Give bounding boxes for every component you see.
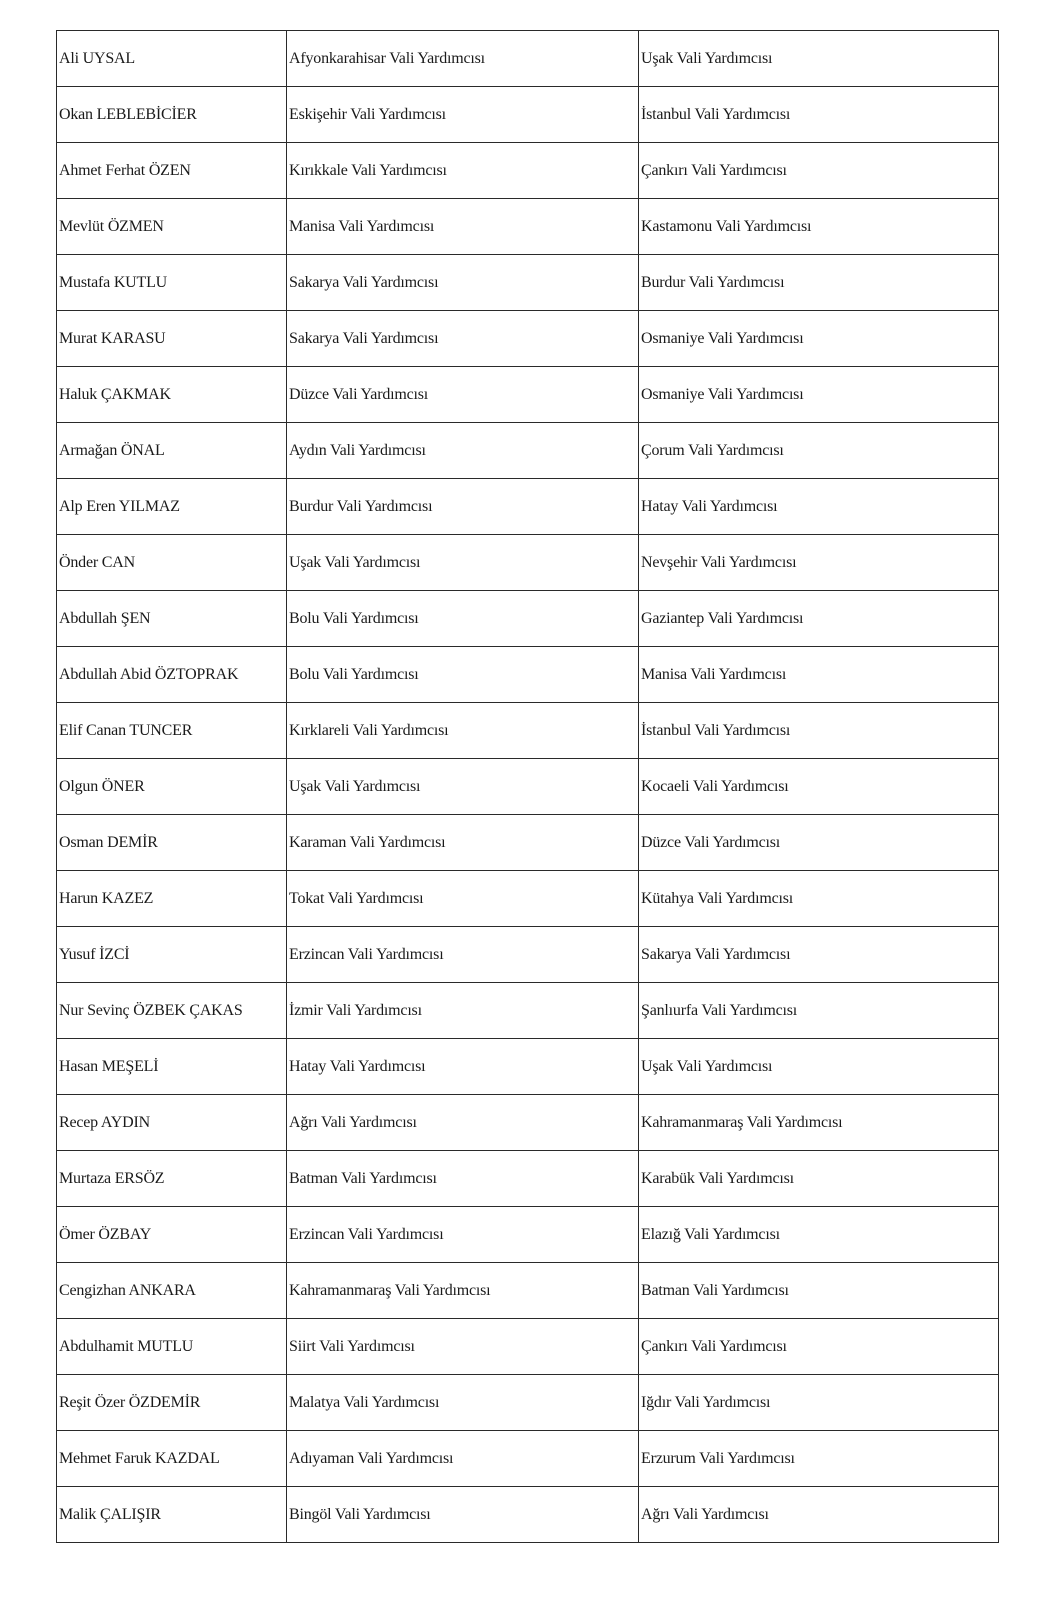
person-name: Murat KARASU bbox=[57, 311, 287, 367]
person-name: Abdulhamit MUTLU bbox=[57, 1319, 287, 1375]
table-row bbox=[57, 703, 999, 759]
table-row bbox=[57, 479, 999, 535]
person-name: Olgun ÖNER bbox=[57, 759, 287, 815]
new-post: Şanlıurfa Vali Yardımcısı bbox=[639, 983, 999, 1039]
current-post: Manisa Vali Yardımcısı bbox=[287, 199, 639, 255]
assignment-table-body bbox=[57, 31, 999, 1543]
person-name: Harun KAZEZ bbox=[57, 871, 287, 927]
new-post: Iğdır Vali Yardımcısı bbox=[639, 1375, 999, 1431]
new-post: Çorum Vali Yardımcısı bbox=[639, 423, 999, 479]
current-post: Erzincan Vali Yardımcısı bbox=[287, 927, 639, 983]
new-post: Osmaniye Vali Yardımcısı bbox=[639, 367, 999, 423]
current-post: Bolu Vali Yardımcısı bbox=[287, 591, 639, 647]
current-post: Batman Vali Yardımcısı bbox=[287, 1151, 639, 1207]
person-name: Haluk ÇAKMAK bbox=[57, 367, 287, 423]
new-post: Çankırı Vali Yardımcısı bbox=[639, 1319, 999, 1375]
current-post: Malatya Vali Yardımcısı bbox=[287, 1375, 639, 1431]
current-post: Siirt Vali Yardımcısı bbox=[287, 1319, 639, 1375]
person-name: Murtaza ERSÖZ bbox=[57, 1151, 287, 1207]
person-name: Ahmet Ferhat ÖZEN bbox=[57, 143, 287, 199]
person-name: Ömer ÖZBAY bbox=[57, 1207, 287, 1263]
table-row bbox=[57, 815, 999, 871]
current-post: Afyonkarahisar Vali Yardımcısı bbox=[287, 31, 639, 87]
table-row bbox=[57, 1263, 999, 1319]
person-name: Mehmet Faruk KAZDAL bbox=[57, 1431, 287, 1487]
current-post: Erzincan Vali Yardımcısı bbox=[287, 1207, 639, 1263]
current-post: Sakarya Vali Yardımcısı bbox=[287, 311, 639, 367]
new-post: Kocaeli Vali Yardımcısı bbox=[639, 759, 999, 815]
person-name: Hasan MEŞELİ bbox=[57, 1039, 287, 1095]
person-name: Abdullah Abid ÖZTOPRAK bbox=[57, 647, 287, 703]
new-post: Hatay Vali Yardımcısı bbox=[639, 479, 999, 535]
current-post: Düzce Vali Yardımcısı bbox=[287, 367, 639, 423]
current-post: İzmir Vali Yardımcısı bbox=[287, 983, 639, 1039]
person-name: Armağan ÖNAL bbox=[57, 423, 287, 479]
table-row bbox=[57, 311, 999, 367]
current-post: Uşak Vali Yardımcısı bbox=[287, 535, 639, 591]
current-post: Kırklareli Vali Yardımcısı bbox=[287, 703, 639, 759]
new-post: İstanbul Vali Yardımcısı bbox=[639, 703, 999, 759]
current-post: Sakarya Vali Yardımcısı bbox=[287, 255, 639, 311]
current-post: Kahramanmaraş Vali Yardımcısı bbox=[287, 1263, 639, 1319]
table-row bbox=[57, 87, 999, 143]
table-row bbox=[57, 1487, 999, 1543]
new-post: İstanbul Vali Yardımcısı bbox=[639, 87, 999, 143]
current-post: Kırıkkale Vali Yardımcısı bbox=[287, 143, 639, 199]
table-row bbox=[57, 423, 999, 479]
table-row bbox=[57, 1319, 999, 1375]
table-row bbox=[57, 1431, 999, 1487]
person-name: Abdullah ŞEN bbox=[57, 591, 287, 647]
new-post: Kütahya Vali Yardımcısı bbox=[639, 871, 999, 927]
current-post: Bolu Vali Yardımcısı bbox=[287, 647, 639, 703]
current-post: Burdur Vali Yardımcısı bbox=[287, 479, 639, 535]
table-row bbox=[57, 367, 999, 423]
new-post: Karabük Vali Yardımcısı bbox=[639, 1151, 999, 1207]
table-row bbox=[57, 535, 999, 591]
new-post: Batman Vali Yardımcısı bbox=[639, 1263, 999, 1319]
new-post: Manisa Vali Yardımcısı bbox=[639, 647, 999, 703]
current-post: Aydın Vali Yardımcısı bbox=[287, 423, 639, 479]
new-post: Nevşehir Vali Yardımcısı bbox=[639, 535, 999, 591]
person-name: Elif Canan TUNCER bbox=[57, 703, 287, 759]
new-post: Uşak Vali Yardımcısı bbox=[639, 1039, 999, 1095]
new-post: Elazığ Vali Yardımcısı bbox=[639, 1207, 999, 1263]
new-post: Ağrı Vali Yardımcısı bbox=[639, 1487, 999, 1543]
person-name: Cengizhan ANKARA bbox=[57, 1263, 287, 1319]
table-row bbox=[57, 1207, 999, 1263]
table-row bbox=[57, 983, 999, 1039]
table-row bbox=[57, 31, 999, 87]
current-post: Karaman Vali Yardımcısı bbox=[287, 815, 639, 871]
new-post: Düzce Vali Yardımcısı bbox=[639, 815, 999, 871]
current-post: Uşak Vali Yardımcısı bbox=[287, 759, 639, 815]
person-name: Okan LEBLEBİCİER bbox=[57, 87, 287, 143]
current-post: Tokat Vali Yardımcısı bbox=[287, 871, 639, 927]
person-name: Mustafa KUTLU bbox=[57, 255, 287, 311]
person-name: Önder CAN bbox=[57, 535, 287, 591]
person-name: Recep AYDIN bbox=[57, 1095, 287, 1151]
person-name: Ali UYSAL bbox=[57, 31, 287, 87]
table-row bbox=[57, 927, 999, 983]
new-post: Gaziantep Vali Yardımcısı bbox=[639, 591, 999, 647]
person-name: Malik ÇALIŞIR bbox=[57, 1487, 287, 1543]
table-row bbox=[57, 647, 999, 703]
current-post: Bingöl Vali Yardımcısı bbox=[287, 1487, 639, 1543]
new-post: Burdur Vali Yardımcısı bbox=[639, 255, 999, 311]
new-post: Kastamonu Vali Yardımcısı bbox=[639, 199, 999, 255]
table-row bbox=[57, 871, 999, 927]
person-name: Mevlüt ÖZMEN bbox=[57, 199, 287, 255]
person-name: Reşit Özer ÖZDEMİR bbox=[57, 1375, 287, 1431]
new-post: Osmaniye Vali Yardımcısı bbox=[639, 311, 999, 367]
current-post: Eskişehir Vali Yardımcısı bbox=[287, 87, 639, 143]
table-row bbox=[57, 1039, 999, 1095]
current-post: Adıyaman Vali Yardımcısı bbox=[287, 1431, 639, 1487]
person-name: Osman DEMİR bbox=[57, 815, 287, 871]
person-name: Nur Sevinç ÖZBEK ÇAKAS bbox=[57, 983, 287, 1039]
table-row bbox=[57, 1151, 999, 1207]
table-row bbox=[57, 759, 999, 815]
new-post: Erzurum Vali Yardımcısı bbox=[639, 1431, 999, 1487]
new-post: Çankırı Vali Yardımcısı bbox=[639, 143, 999, 199]
table-row bbox=[57, 591, 999, 647]
table-row bbox=[57, 143, 999, 199]
assignment-table bbox=[56, 30, 999, 1543]
new-post: Uşak Vali Yardımcısı bbox=[639, 31, 999, 87]
table-row bbox=[57, 199, 999, 255]
new-post: Sakarya Vali Yardımcısı bbox=[639, 927, 999, 983]
table-row bbox=[57, 255, 999, 311]
table-row bbox=[57, 1375, 999, 1431]
new-post: Kahramanmaraş Vali Yardımcısı bbox=[639, 1095, 999, 1151]
table-row bbox=[57, 1095, 999, 1151]
current-post: Hatay Vali Yardımcısı bbox=[287, 1039, 639, 1095]
current-post: Ağrı Vali Yardımcısı bbox=[287, 1095, 639, 1151]
person-name: Alp Eren YILMAZ bbox=[57, 479, 287, 535]
person-name: Yusuf İZCİ bbox=[57, 927, 287, 983]
